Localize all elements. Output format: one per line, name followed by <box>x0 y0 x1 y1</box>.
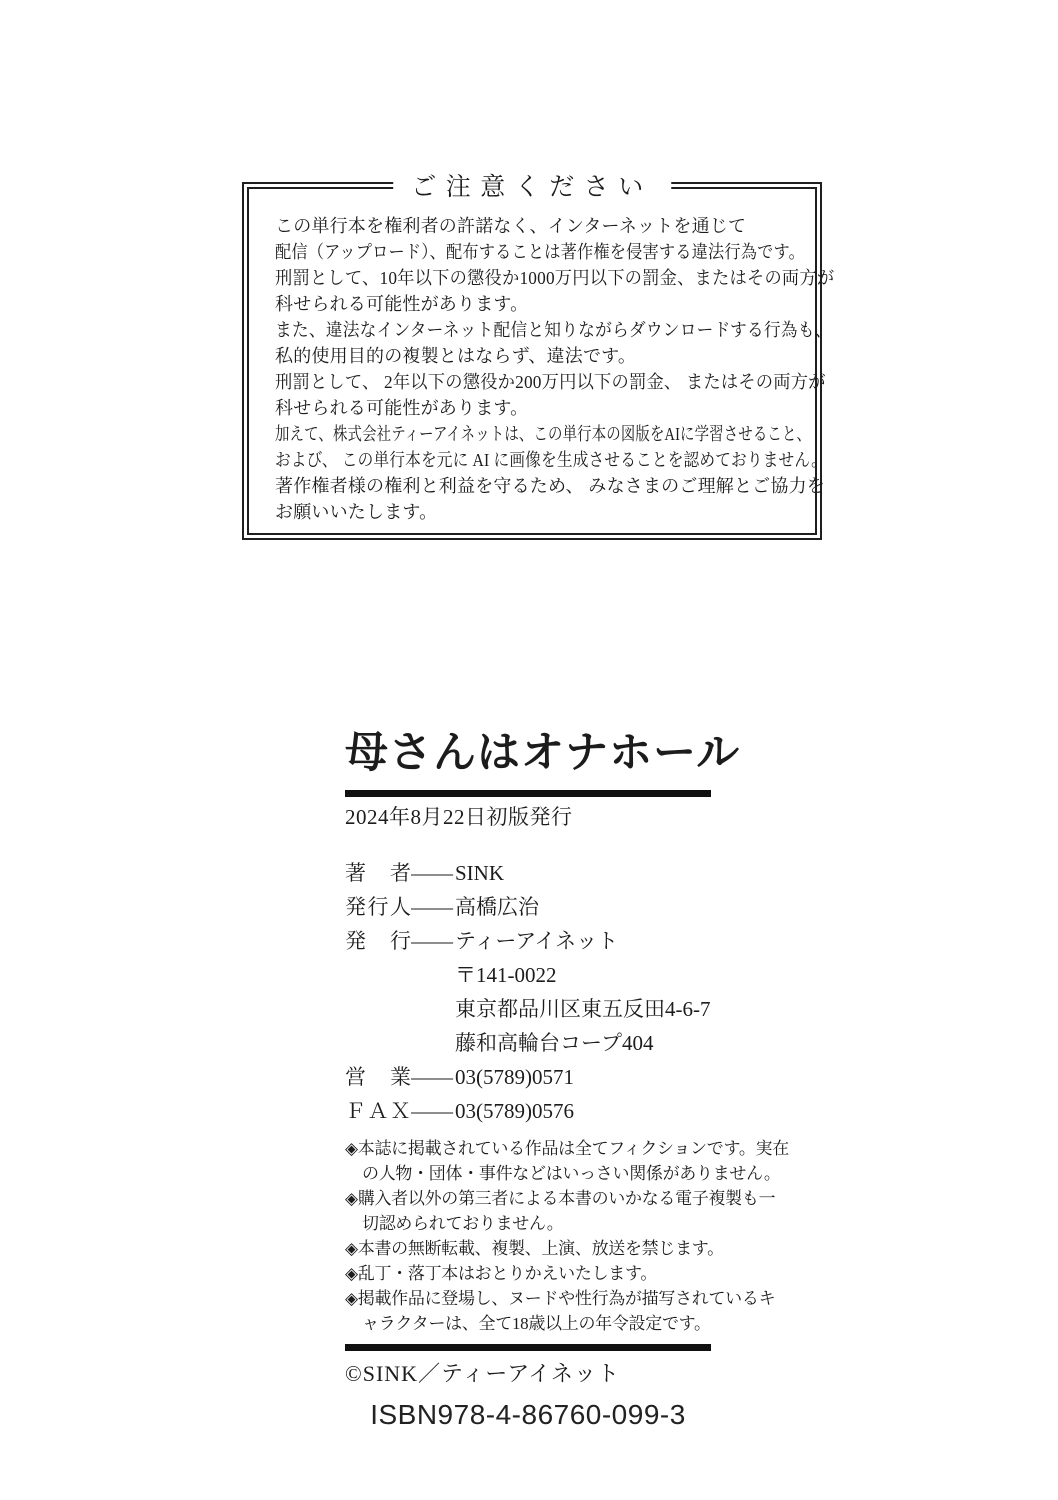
warning-line: および、 この単行本を元に AI に画像を生成させることを認めておりません。 <box>275 450 827 470</box>
row-dash: —— <box>411 1099 453 1123</box>
row-value: ティーアイネット <box>455 929 619 953</box>
edition-date: 2024年8月22日初版発行 <box>345 805 573 829</box>
colophon-row-publisher-person <box>345 890 765 924</box>
publication-rows <box>345 856 765 1128</box>
warning-line: 科せられる可能性があります。 <box>275 294 529 314</box>
colophon-row-author <box>345 856 765 890</box>
row-value: 03(5789)0576 <box>455 1099 574 1123</box>
colophon-row-sales-phone <box>345 1060 765 1094</box>
row-dash: —— <box>411 1065 453 1089</box>
note-defective-copy: ◈乱丁・落丁本はおとりかえいたします。 <box>345 1264 658 1283</box>
title-rule <box>345 790 711 797</box>
warning-line: 刑罰として、10年以下の懲役か1000万円以下の罰金、またはその両方が <box>275 268 835 288</box>
row-label: 著 者 <box>345 861 411 885</box>
warning-line: 私的使用目的の複製とはならず、違法です。 <box>275 346 637 366</box>
colophon-block <box>345 728 789 1431</box>
isbn-text: ISBN978-4-86760-099-3 <box>370 1399 686 1430</box>
warning-box-title: ご注意ください <box>393 173 671 203</box>
row-dash: —— <box>411 861 453 885</box>
book-title: 母さんはオナホール <box>345 730 741 777</box>
warning-line: 科せられる可能性があります。 <box>275 398 529 418</box>
warning-line: 刑罰として、 2年以下の懲役か200万円以下の罰金、 またはその両方が <box>275 372 826 392</box>
warning-line: お願いいたします。 <box>275 502 438 522</box>
note-fiction-disclaimer: ◈本誌に掲載されている作品は全てフィクションです。実在の人物・団体・事件などはいっさい関係がありません。 <box>345 1139 789 1183</box>
warning-line: 配信（アップロード）、配布することは著作権を侵害する違法行為です。 <box>275 242 806 262</box>
warning-line: この単行本を権利者の許諾なく、インターネットを通じて <box>275 216 747 236</box>
copyright-line: ©SINK／ティーアイネット <box>345 1361 620 1386</box>
row-dash: —— <box>411 895 453 919</box>
colophon-row-fax <box>345 1094 765 1128</box>
publisher-address-building: 藤和高輪台コープ404 <box>455 1031 654 1055</box>
row-value: 高橋広治 <box>455 895 539 919</box>
row-label: ＦＡＸ <box>345 1099 411 1123</box>
note-age-statement: ◈掲載作品に登場し、ヌードや性行為が描写されているキャラクターは、全て18歳以上の年令設定です。 <box>345 1289 776 1333</box>
warning-line: 著作権者様の権利と利益を守るため、 みなさまのご理解とご協力を <box>275 476 825 496</box>
warning-box-body <box>275 213 835 525</box>
publisher-address: 東京都品川区東五反田4-6-7 <box>455 997 711 1021</box>
publisher-postal-code: 〒141-0022 <box>455 963 557 987</box>
row-label: 発行人 <box>345 895 411 919</box>
row-value: 03(5789)0571 <box>455 1065 574 1089</box>
row-dash: —— <box>411 929 453 953</box>
warning-line: また、違法なインターネット配信と知りながらダウンロードする行為も、 <box>275 320 832 340</box>
note-electronic-copy: ◈購入者以外の第三者による本書のいかなる電子複製も一切認められておりません。 <box>345 1189 776 1233</box>
row-label: 営 業 <box>345 1065 411 1089</box>
copyright-warning-box <box>242 174 835 540</box>
note-reproduction-prohibited: ◈本書の無断転載、複製、上演、放送を禁じます。 <box>345 1239 724 1258</box>
row-value: SINK <box>455 861 505 885</box>
warning-line: 加えて、株式会社ティーアイネットは、この単行本の図版をAIに学習させること、 <box>275 424 812 444</box>
footer-rule <box>345 1344 711 1351</box>
colophon-notes <box>345 1136 790 1336</box>
row-label: 発 行 <box>345 929 411 953</box>
colophon-row-publisher <box>345 924 765 958</box>
